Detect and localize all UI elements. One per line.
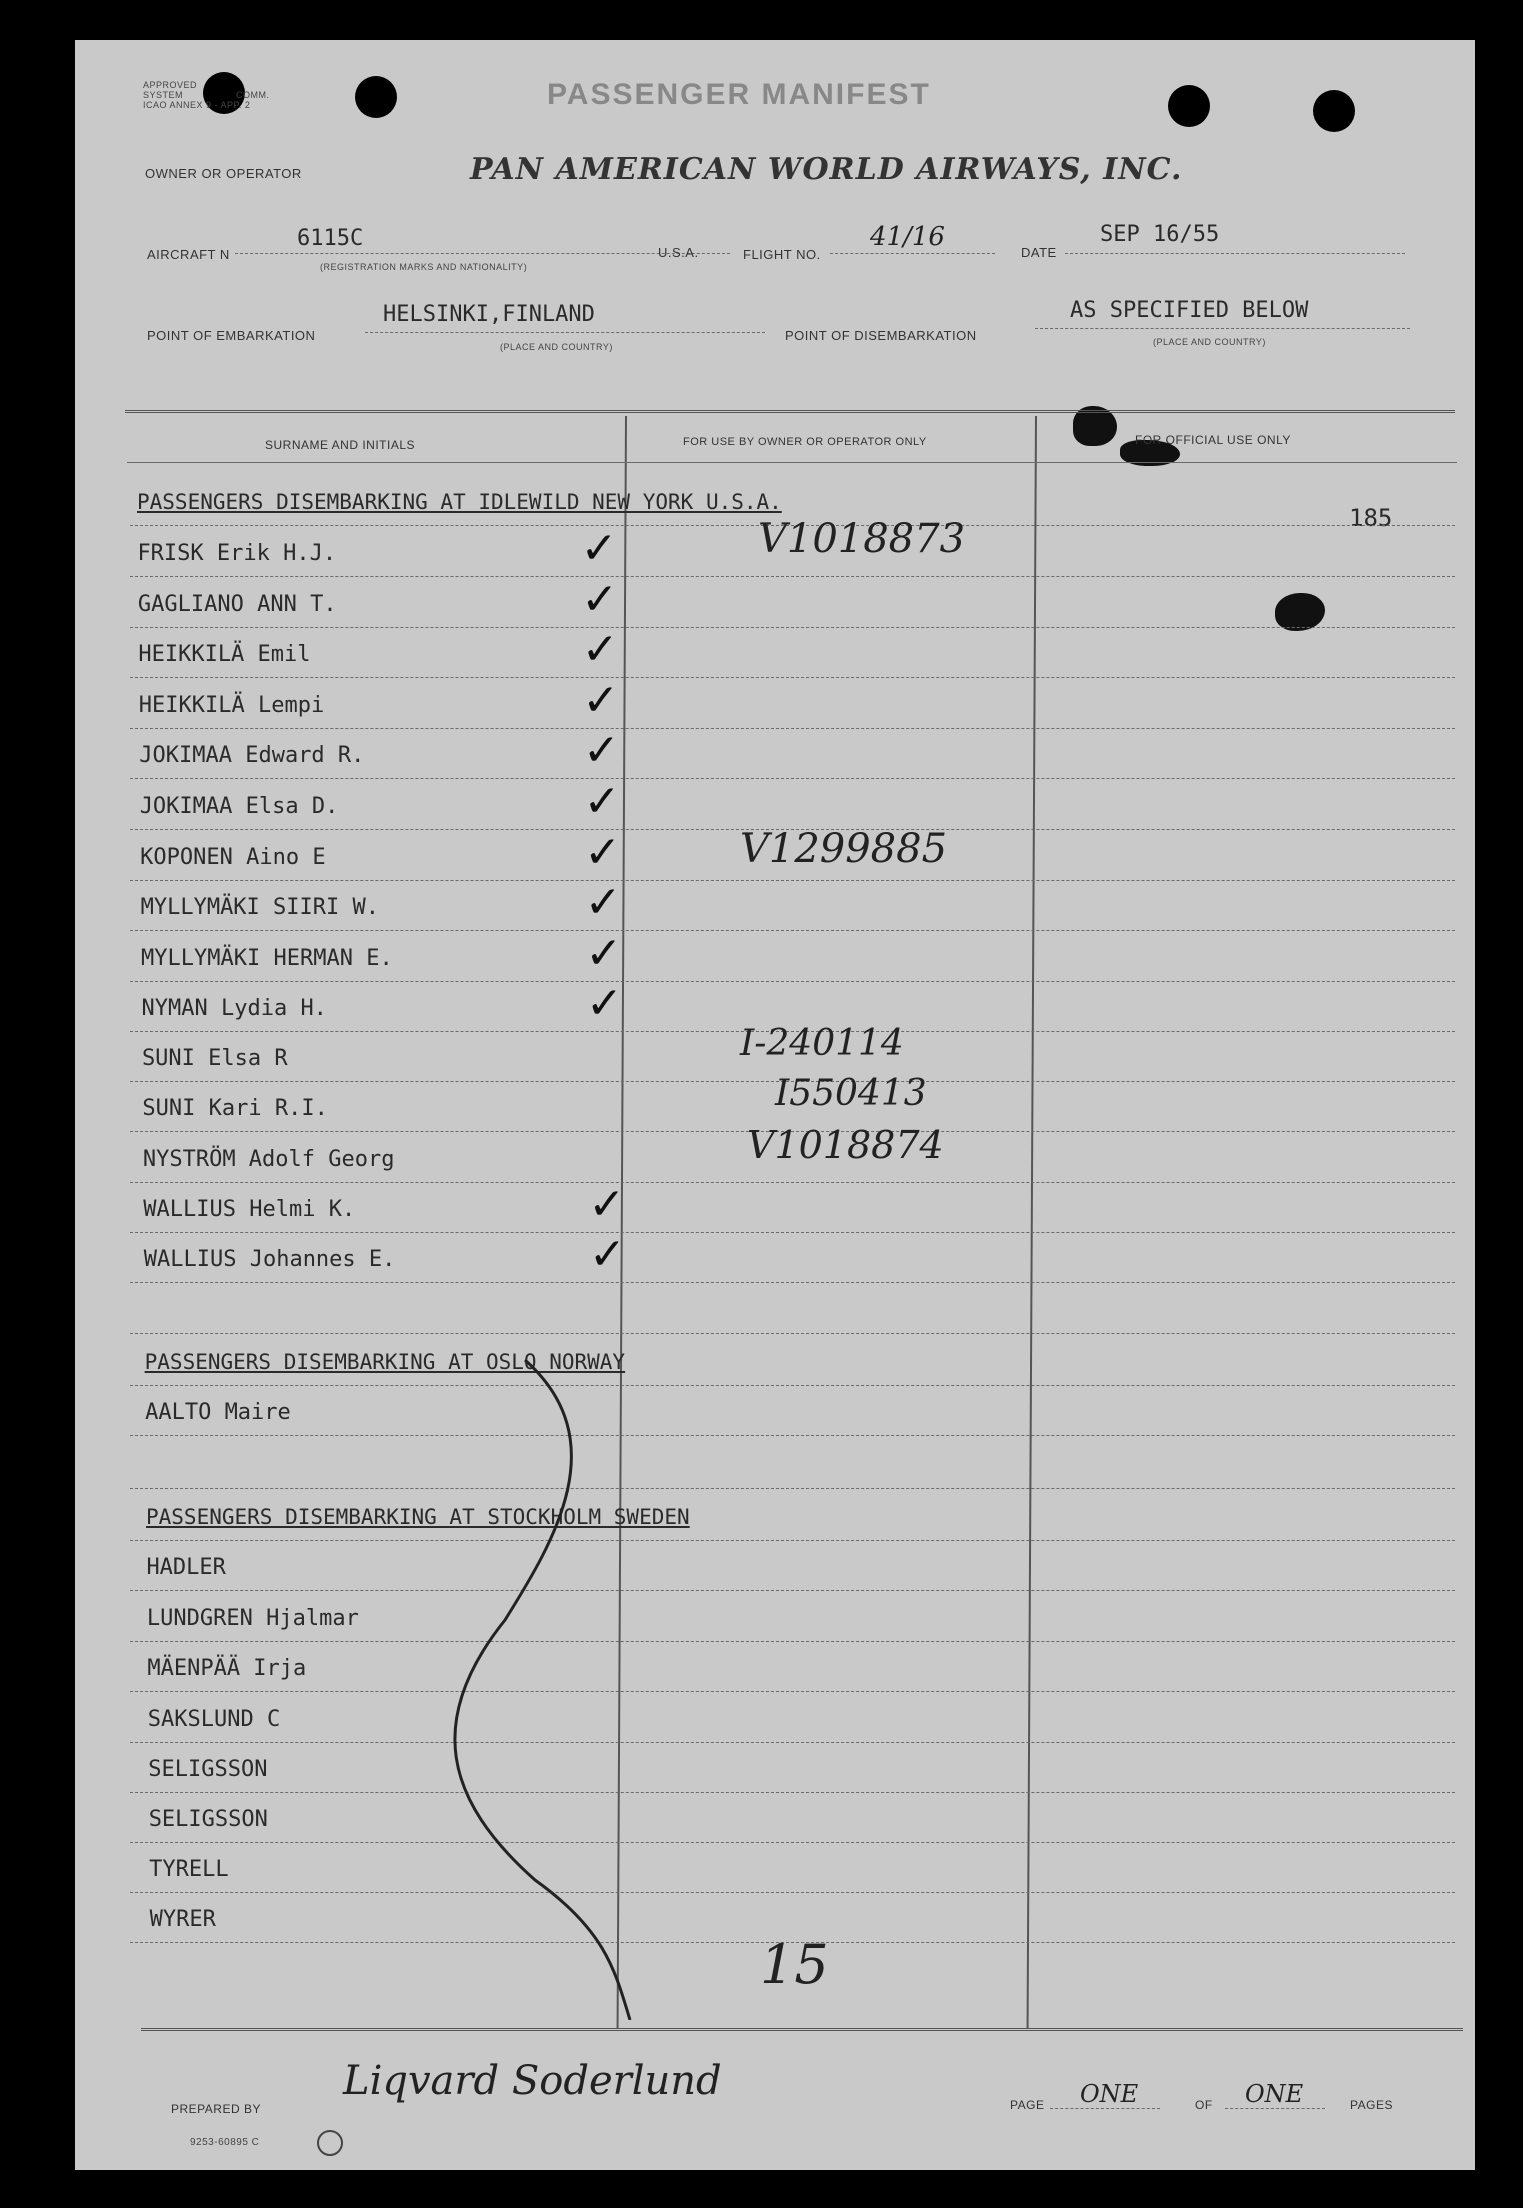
passenger-name: TYRELL [149,1857,229,1882]
passenger-name: SELIGSSON [148,1757,268,1782]
of-label: OF [1195,2098,1213,2112]
visa-note: I-240114 [740,1023,904,1064]
section-header: PASSENGERS DISEMBARKING AT IDLEWILD NEW YORK U.S.A. [137,490,782,514]
aircraft-underline [235,253,730,254]
page-label: PAGE [1010,2098,1045,2112]
checkmark-icon: ✓ [581,624,619,675]
checkmark-icon: ✓ [583,725,620,776]
checkmark-icon: ✓ [581,574,619,625]
owner-value: PAN AMERICAN WORLD AIRWAYS, INC. [470,152,1183,187]
section-header: PASSENGERS DISEMBARKING AT STOCKHOLM SWEDEN [146,1505,690,1529]
aircraft-sub: (REGISTRATION MARKS AND NATIONALITY) [320,262,528,272]
checkmark-icon: ✓ [583,776,621,827]
ink-blot [1275,593,1325,631]
owner-label: OWNER OR OPERATOR [145,166,302,181]
row-rule [130,627,1455,628]
of-underline [1225,2108,1325,2109]
checkmark-icon: ✓ [588,1179,626,1230]
row-rule [130,1333,1455,1334]
page-value: ONE [1080,2080,1139,2108]
date-label: DATE [1021,245,1057,260]
visa-note: I550413 [775,1073,927,1114]
passenger-name: HEIKKILÄ Emil [138,642,311,667]
passenger-name: JOKIMAA Edward R. [139,743,365,768]
passenger-name: AALTO Maire [145,1400,291,1425]
row-rule [130,1282,1455,1283]
passenger-name: MYLLYMÄKI HERMAN E. [141,946,393,971]
passenger-name: HADLER [146,1555,226,1580]
passenger-name: WALLIUS Helmi K. [143,1197,356,1222]
row-rule [130,981,1455,982]
visa-note: V1018874 [747,1123,944,1167]
official-number: 185 [1349,504,1393,532]
passenger-name: FRISK Erik H.J. [137,541,337,566]
row-rule [130,1182,1455,1183]
passenger-name: KOPONEN Aino E [140,845,326,870]
disembark-underline [1035,328,1410,329]
checkmark-icon: ✓ [585,928,623,979]
visa-note: V1299885 [740,826,948,872]
of-value: ONE [1245,2080,1304,2108]
row-rule [130,728,1455,729]
passenger-name: SELIGSSON [148,1807,268,1832]
form-number: 9253-60895 C [190,2137,260,2148]
stamp-line: COMM. [236,90,270,100]
signature: Liqvard Soderlund [343,2058,722,2104]
column-header-operator: FOR USE BY OWNER OR OPERATOR ONLY [683,436,927,448]
column-header-name: SURNAME AND INITIALS [265,438,416,452]
flight-label: FLIGHT NO. [743,247,821,262]
checkmark-icon: ✓ [586,978,623,1029]
flight-value: 41/16 [870,222,945,252]
row-rule [130,677,1455,678]
checkmark-icon: ✓ [589,1229,626,1280]
passenger-name: JOKIMAA Elsa D. [139,794,339,819]
row-rule [130,778,1455,779]
usa-label: U.S.A. [658,245,699,260]
passenger-count-note: 15 [760,1933,829,1996]
passenger-name: MÄENPÄÄ Irja [147,1656,307,1681]
checkmark-icon: ✓ [580,523,618,574]
aircraft-value: 6115C [297,226,364,251]
row-rule [130,930,1455,931]
checkmark-icon: ✓ [584,877,622,928]
bracket-stroke [275,1360,695,2020]
passenger-name: LUNDGREN Hjalmar [146,1606,359,1631]
disembark-label: POINT OF DISEMBARKATION [785,328,977,343]
disembark-sub: (PLACE AND COUNTRY) [1153,337,1266,347]
checkmark-icon: ✓ [582,675,620,726]
passenger-name: WYRER [149,1907,216,1932]
embark-underline [365,332,765,333]
stamp-line: ICAO ANNEX 9 - APP. 2 [143,100,251,110]
visa-note: V1018873 [758,516,966,562]
checkmark-icon: ✓ [584,827,622,878]
header-rule [127,462,1457,463]
row-rule [130,1232,1455,1233]
flight-underline [830,253,995,254]
passenger-name: GAGLIANO ANN T. [137,592,337,617]
column-divider [1027,416,1037,2028]
aircraft-label: AIRCRAFT N [147,247,230,262]
date-value: SEP 16/55 [1100,222,1220,247]
passenger-name: NYSTRÖM Adolf Georg [142,1147,395,1172]
disembark-value: AS SPECIFIED BELOW [1070,298,1309,323]
union-bug-icon [317,2130,343,2156]
embark-value: HELSINKI,FINLAND [383,302,595,327]
pages-label: PAGES [1350,2098,1393,2112]
passenger-name: NYMAN Lydia H. [141,996,327,1021]
embark-label: POINT OF EMBARKATION [147,328,316,343]
stamp-line: SYSTEM [143,90,184,100]
table-top-rule [125,410,1455,413]
approval-stamp [143,80,270,110]
passenger-name: HEIKKILÄ Lempi [138,693,325,718]
passenger-name: SUNI Elsa R [141,1046,288,1071]
section-header: PASSENGERS DISEMBARKING AT OSLO NORWAY [144,1350,626,1374]
prepared-label: PREPARED BY [171,2102,261,2116]
page-title: PASSENGER MANIFEST [547,78,931,111]
passenger-name: SUNI Kari R.I. [142,1096,328,1121]
passenger-name: WALLIUS Johannes E. [143,1247,396,1272]
punch-hole [1168,85,1210,127]
row-rule [130,576,1455,577]
manifest-page [75,40,1475,2170]
date-underline [1065,253,1405,254]
punch-hole [355,76,397,118]
row-rule [130,880,1455,881]
embark-sub: (PLACE AND COUNTRY) [500,342,613,352]
page-underline [1050,2108,1160,2109]
passenger-name: SAKSLUND C [147,1707,281,1732]
footer-rule [141,2028,1463,2031]
column-header-official: FOR OFFICIAL USE ONLY [1135,433,1291,447]
punch-hole [1313,90,1355,132]
stamp-line: APPROVED [143,80,198,90]
passenger-name: MYLLYMÄKI SIIRI W. [140,895,380,920]
